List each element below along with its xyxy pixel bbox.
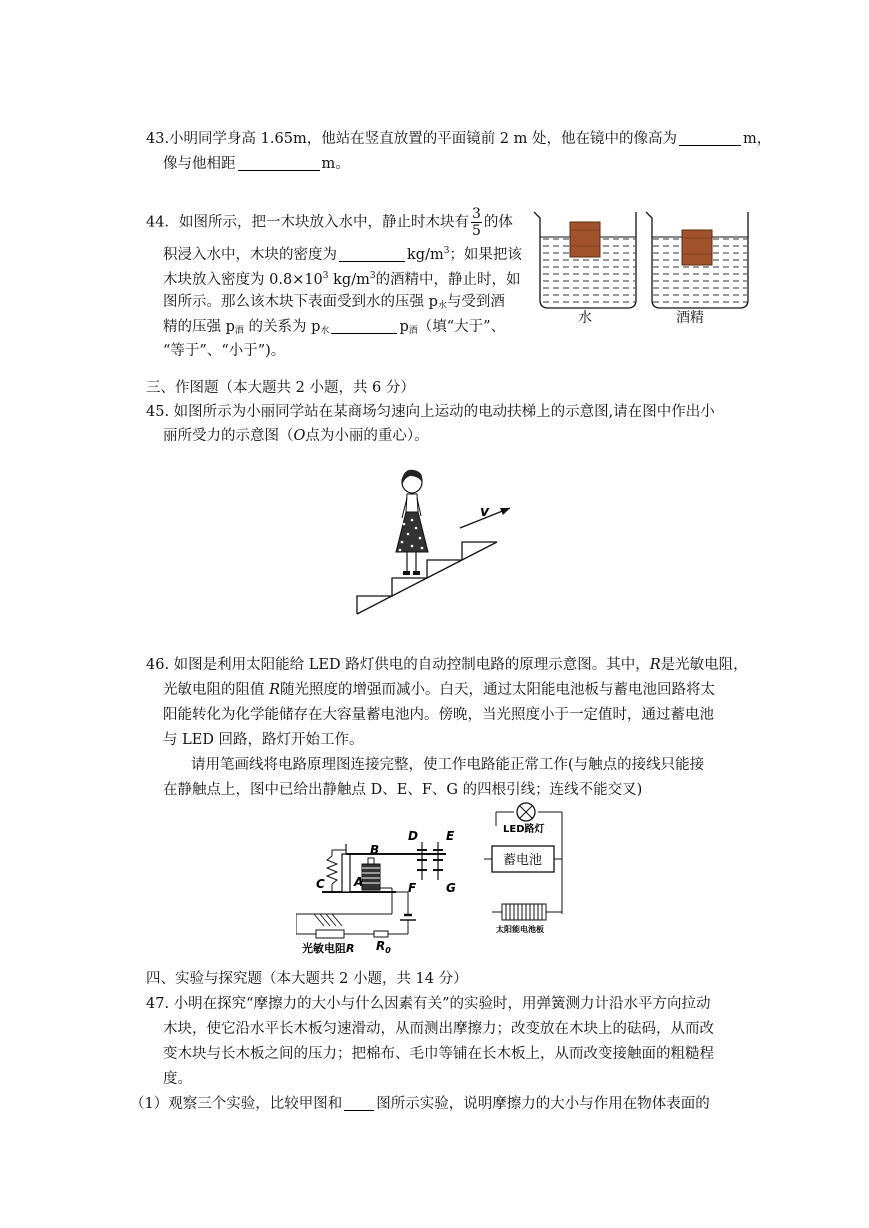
q45-line1: 45. 如图所示为小丽同学站在某商场匀速向上运动的电动扶梯上的示意图,请在图中作出小 <box>146 404 715 420</box>
q46-line3: 阳能转化为化学能储存在大容量蓄电池内。傍晚，当光照度小于一定值时，通过蓄电池 <box>163 707 714 723</box>
q46-line6: 在静触点上，图中已给出静触点 D、E、F、G 的四根引线；连线不能交叉) <box>163 782 643 798</box>
q46-line4: 与 LED 回路，路灯开始工作。 <box>163 732 364 748</box>
photoresistor <box>316 930 344 938</box>
wood-block-water <box>570 222 600 257</box>
solar-panel <box>502 904 546 920</box>
armature-b-label: B <box>370 843 380 857</box>
alcohol-beaker <box>646 212 748 308</box>
q43-blank-height[interactable] <box>679 129 741 146</box>
section-3-heading: 三、作图题（本大题共 2 小题，共 6 分） <box>146 380 415 396</box>
relay-contacts <box>417 842 446 880</box>
contact-e-label: E <box>446 829 455 843</box>
q47-line5: （1）观察三个实验，比较甲图和 图所示实验，说明摩擦力的大小与作用在物体表面的 <box>130 1096 710 1112</box>
q45-escalator-figure <box>352 464 522 619</box>
q43-blank-distance[interactable] <box>238 154 320 171</box>
q47-line1: 47. 小明在探究“摩擦力的大小与什么因素有关”的实验时，用弹簧测力计沿水平方向拉动 <box>146 996 711 1012</box>
q47-blank-figure[interactable] <box>344 1094 374 1111</box>
q44-line4: 图所示。那么该木块下表面受到水的压强 $p_水$与受到酒 <box>163 294 505 311</box>
q44-blank-compare[interactable] <box>331 317 397 334</box>
q44-beakers-figure <box>532 208 752 330</box>
solar-panel-label: 太阳能电池板 <box>496 925 544 934</box>
spring-c-label: C <box>316 877 325 891</box>
q44-line2: 积浸入水中，木块的密度为 $kg/m^3$；如果把该 <box>163 246 522 263</box>
contact-f-label: F <box>408 881 417 895</box>
label-alcohol: 酒精 <box>676 310 704 326</box>
q46-line2: 光敏电阻的阻值 R随光照度的增强而减小。白天，通过太阳能电池板与蓄电池回路将太 <box>163 682 716 698</box>
q46-line1: 46. 如图是利用太阳能给 LED 路灯供电的自动控制电路的原理示意图。其中，R是光敏电阻， <box>146 657 748 673</box>
section-4-heading: 四、实验与探究题（本大题共 2 小题，共 14 分） <box>146 971 468 987</box>
q43-line2: 像与他相距 m。 <box>163 156 350 172</box>
r0-label: $R_0$ <box>376 939 391 955</box>
water-beaker <box>534 212 636 308</box>
q46-line5: 请用笔画线将电路原理图连接完整，使工作电路能正常工作(与触点的接线只能接 <box>191 757 705 773</box>
q44-line5: 精的压强 $p_酒$ 的关系为 $p_水$ $p_酒$（填“大于”、 <box>163 319 506 336</box>
q44-line3: 木块放入密度为 $0.8\times 10^3$ $kg/m^3$的酒精中，静止时，如 <box>163 271 521 288</box>
battery-label: 蓄电池 <box>503 853 543 868</box>
control-circuit <box>296 892 416 938</box>
contact-g-label: G <box>446 881 456 895</box>
q45-line2: 丽所受力的示意图（O点为小丽的重心）。 <box>163 428 429 444</box>
led-lamp-label: LED路灯 <box>503 824 545 835</box>
q47-line3: 变木块与长木板之间的压力；把棉布、毛巾等铺在长木板上，从而改变接触面的粗糙程 <box>163 1046 714 1062</box>
magnet-a-label: A <box>354 875 364 889</box>
q44-line6: “等于”、“小于”)。 <box>163 343 286 359</box>
label-water: 水 <box>578 310 592 326</box>
wood-block-alcohol <box>682 230 712 265</box>
resistor-r0 <box>374 931 388 937</box>
contact-d-label: D <box>408 829 418 843</box>
q44-blank-density[interactable] <box>339 245 405 262</box>
girl-figure <box>396 470 428 575</box>
q44-fraction: $\frac{3}{5}$ <box>471 206 481 239</box>
q47-line4: 度。 <box>163 1071 192 1087</box>
velocity-label: v <box>480 504 490 520</box>
escalator-incline <box>357 542 497 614</box>
q46-circuit-figure <box>296 796 586 958</box>
q47-line2: 木块，使它沿水平长木板匀速滑动，从而测出摩擦力；改变放在木块上的砝码，从而改 <box>163 1021 714 1037</box>
q44-line1: 44．如图所示，把一木块放入水中，静止时木块有 $\frac{3}{5}$ 的体 <box>146 206 513 239</box>
photoresistor-label: 光敏电阻R <box>302 942 355 955</box>
q43-line1: 43.小明同学身高 1.65m，他站在竖直放置的平面镜前 2 m 处，他在镜中的像高为 m， <box>146 131 772 147</box>
